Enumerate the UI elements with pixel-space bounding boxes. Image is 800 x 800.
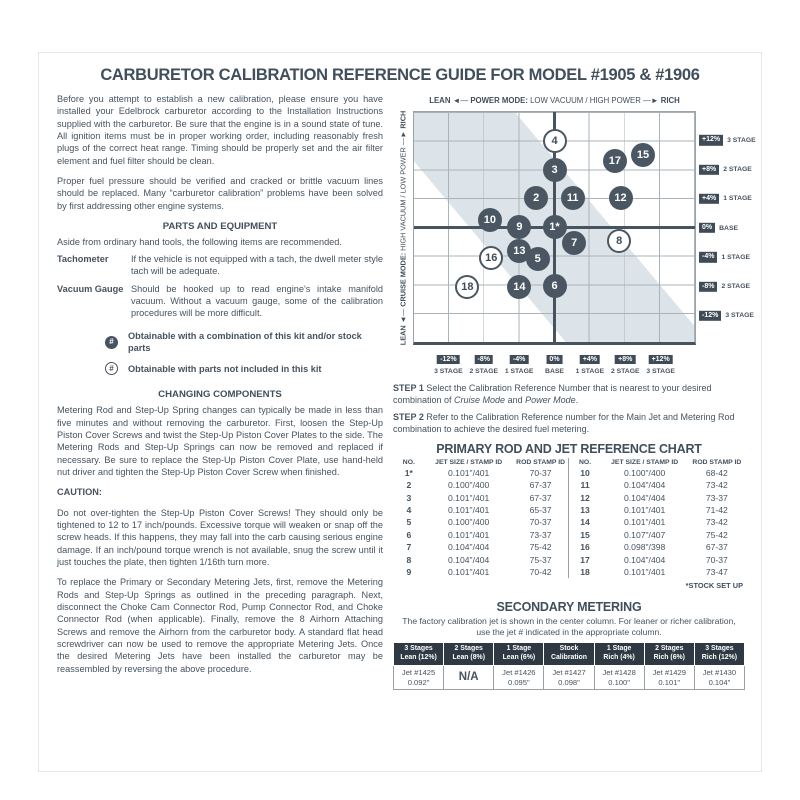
secondary-header-cell bbox=[494, 643, 544, 665]
chart-point-18: 18 bbox=[455, 275, 479, 299]
term-label: Vacuum Gauge bbox=[57, 283, 124, 294]
chart-point-5: 5 bbox=[526, 247, 550, 271]
y-tick-badge: +8% bbox=[699, 164, 719, 174]
x-tick-stage: 3 STAGE bbox=[646, 368, 675, 375]
chart-point-12: 12 bbox=[609, 186, 633, 210]
step-2: STEP 2 Refer to the Calibration Reference number for the Main Jet and Metering Rod combination to achieve the desired fuel metering. bbox=[393, 412, 735, 435]
jet-size: 0.104" bbox=[708, 677, 731, 687]
primary-cell: 68-42 bbox=[705, 467, 728, 478]
primary-cell: 0.101"/401 bbox=[448, 492, 490, 503]
secondary-value-cell bbox=[594, 665, 644, 690]
filled-hash-icon: # bbox=[105, 336, 118, 349]
primary-cell: 0.104"/404 bbox=[448, 542, 490, 553]
power-mode-axis-label bbox=[413, 95, 696, 111]
x-tick--4% bbox=[505, 348, 534, 375]
document-page bbox=[38, 52, 762, 772]
col-rod: ROD STAMP ID bbox=[692, 458, 742, 466]
x-tick--12% bbox=[434, 348, 463, 375]
legend-row-not-included bbox=[105, 362, 383, 375]
secondary-metering-table bbox=[393, 642, 745, 690]
up-arrow-icon: —► bbox=[398, 130, 408, 146]
y-tick-+8% bbox=[699, 164, 752, 174]
cruise-mode-axis bbox=[393, 111, 413, 345]
changing-paragraph-1: Metering Rod and Step-Up Spring changes can typically be made in less than five minutes and without removing the carburetor. First, loosen the Step-Up Piston Cover Screws and twist the Step-Up Piston Cover Plates to the side. The Metering Rods and Step-Up Springs can now be removed and replaced if necessary. Be sure to replace the Step-Up Piston Cover Plate, use hand-held nut driver and tighten the Step-Up Piston Cover Screw when finished. bbox=[57, 405, 383, 477]
jet-size: 0.095" bbox=[508, 677, 530, 687]
col-no: NO. bbox=[569, 458, 601, 467]
chart-point-11: 11 bbox=[561, 186, 585, 210]
kit-legend bbox=[57, 330, 383, 376]
header-line2: Rich (6%) bbox=[653, 654, 685, 662]
primary-cell: 75-42 bbox=[529, 542, 552, 553]
secondary-value-cell bbox=[494, 665, 544, 690]
chart-point-7: 7 bbox=[562, 231, 586, 255]
secondary-header-row bbox=[394, 643, 745, 665]
jet-size: 0.098" bbox=[558, 677, 580, 687]
term-desc: Should be hooked up to read engine's intake manifold vacuum. Without a vacuum gauge, some of the calibration procedures will be more difficult. bbox=[131, 283, 383, 319]
primary-cell: 1* bbox=[404, 467, 413, 478]
left-arrow-icon: ◄— bbox=[452, 96, 469, 105]
primary-cell: 70-37 bbox=[529, 517, 552, 528]
x-tick-0% bbox=[545, 348, 564, 375]
steps-block bbox=[393, 383, 745, 436]
y-tick-+4% bbox=[699, 194, 752, 204]
step-1: STEP 1 Select the Calibration Reference Number that is nearest to your desired combination of Cruise Mode and Power Mode. bbox=[393, 383, 712, 405]
x-tick-badge: +4% bbox=[580, 355, 600, 364]
step-2-label: STEP 2 bbox=[393, 412, 424, 423]
y-tick-badge: 0% bbox=[699, 223, 715, 233]
primary-cell: 11 bbox=[569, 479, 601, 491]
primary-chart-heading: PRIMARY ROD AND JET REFERENCE CHART bbox=[436, 441, 702, 456]
y-tick-badge: -4% bbox=[699, 252, 717, 262]
outline-hash-icon: # bbox=[105, 362, 118, 375]
secondary-value-cell bbox=[544, 665, 594, 690]
secondary-value-cell: N/A bbox=[444, 665, 494, 690]
col-jet: JET SIZE / STAMP ID bbox=[611, 458, 679, 466]
header-line2: Lean (6%) bbox=[502, 654, 536, 662]
primary-cell: 0.101"/401 bbox=[624, 505, 666, 516]
jet-number: Jet #1426 bbox=[502, 667, 536, 677]
primary-cell: 14 bbox=[569, 516, 601, 528]
primary-header-row bbox=[393, 458, 745, 467]
chart-point-1: 1* bbox=[543, 215, 567, 239]
axis-rich-label: RICH bbox=[398, 110, 408, 129]
x-tick-stage: 3 STAGE bbox=[434, 368, 463, 375]
y-tick-+12% bbox=[699, 135, 756, 145]
secondary-intro: The factory calibration jet is shown in the center column. For leaner or richer calibration, use the jet # indicated in the appropriate column. bbox=[402, 616, 736, 638]
jet-number: Jet #1427 bbox=[552, 667, 586, 677]
x-tick-badge: +8% bbox=[615, 355, 635, 364]
primary-cell: 3 bbox=[406, 492, 412, 503]
primary-cell: 0.104"/404 bbox=[624, 480, 666, 491]
header-line2: Rich (12%) bbox=[701, 654, 738, 662]
primary-cell: 0.104"/404 bbox=[624, 492, 666, 503]
left-column bbox=[57, 93, 383, 690]
primary-cell: 9 bbox=[406, 566, 412, 577]
changing-components-heading: CHANGING COMPONENTS bbox=[158, 389, 282, 401]
axis-lean-label: LEAN bbox=[429, 96, 451, 105]
jet-number: Jet #1425 bbox=[401, 667, 436, 677]
primary-cell: 13 bbox=[569, 504, 601, 516]
primary-cell: 0.104"/404 bbox=[448, 554, 490, 565]
x-tick-+12% bbox=[646, 348, 675, 375]
y-tick-stage: 2 STAGE bbox=[721, 282, 751, 290]
x-tick-stage: 1 STAGE bbox=[504, 368, 534, 375]
chart-point-3: 3 bbox=[543, 158, 567, 182]
x-tick-stage: 2 STAGE bbox=[469, 368, 499, 375]
primary-cell: 65-37 bbox=[529, 505, 552, 516]
y-tick--8% bbox=[699, 281, 750, 291]
secondary-metering-heading: SECONDARY METERING bbox=[496, 600, 642, 615]
y-tick--4% bbox=[699, 252, 750, 262]
intro-paragraph-1: Before you attempt to establish a new calibration, please ensure you have installed your Edelbrock carburetor according to the Installation Instructions supplied with the carburetor. Be sure that the engine is in a sound state of tune. All ignition items must be in proper working order, including reasonably fresh plugs of the correct heat range. Timing should be properly set and the air filter element and fuel filter should be clean. bbox=[57, 94, 383, 166]
primary-cell: 10 bbox=[569, 467, 601, 479]
primary-table-row bbox=[393, 553, 745, 565]
primary-cell: 73-42 bbox=[705, 517, 728, 528]
chart-point-16: 16 bbox=[479, 246, 503, 270]
term-label: Tachometer bbox=[57, 254, 109, 265]
x-axis-ticks bbox=[413, 345, 696, 375]
secondary-value-cell bbox=[644, 665, 694, 690]
secondary-header-cell bbox=[594, 643, 644, 665]
primary-table-row bbox=[393, 566, 745, 578]
primary-table-row bbox=[393, 492, 745, 504]
x-tick-badge: 0% bbox=[546, 355, 562, 364]
header-line2: Rich (4%) bbox=[603, 654, 635, 662]
col-rod: ROD STAMP ID bbox=[516, 458, 565, 466]
y-tick--12% bbox=[699, 311, 754, 321]
primary-cell: 70-37 bbox=[705, 554, 728, 565]
primary-cell: 17 bbox=[569, 553, 601, 565]
header-line1: 1 Stage bbox=[506, 645, 532, 653]
primary-cell: 71-42 bbox=[705, 505, 728, 516]
calibration-chart bbox=[393, 95, 756, 375]
y-tick-stage: 2 STAGE bbox=[723, 165, 752, 173]
y-tick-badge: +4% bbox=[699, 194, 719, 204]
primary-cell: 67-37 bbox=[529, 480, 552, 491]
primary-table-body bbox=[393, 467, 745, 578]
header-line1: 2 Stages bbox=[454, 645, 483, 653]
header-line1: 3 Stages bbox=[404, 645, 433, 653]
legend-row-kit-parts bbox=[105, 330, 383, 355]
legend-label: Obtainable with a combination of this kit and/or stock parts bbox=[128, 330, 362, 354]
secondary-value-row bbox=[394, 665, 745, 690]
chart-point-17: 17 bbox=[603, 149, 627, 173]
secondary-header-cell bbox=[394, 643, 444, 665]
primary-table-row bbox=[393, 516, 745, 528]
secondary-header-cell bbox=[694, 643, 744, 665]
primary-table-row bbox=[393, 504, 745, 516]
primary-cell: 0.100"/400 bbox=[448, 480, 490, 491]
jet-size: 0.092" bbox=[407, 677, 430, 687]
caution-paragraph: Do not over-tighten the Step-Up Piston Cover Screws! They should only be tightened to 12 to 17 inch/pounds. Excessive torque will weaken or snap off the screw heads. If this happens, they may fall into the carb causing serious engine damage. If an inch/pound torque wrench is not available, snug the screw until it just touches the plate, then tighten 1/16th turn more. bbox=[57, 507, 383, 567]
x-tick-badge: +12% bbox=[649, 355, 673, 364]
primary-cell: 75-37 bbox=[529, 554, 552, 565]
primary-cell: 2 bbox=[406, 480, 412, 491]
header-line1: 3 Stages bbox=[705, 645, 734, 653]
primary-cell: 0.100"/400 bbox=[624, 467, 666, 478]
axis-mode-label: CRUISE MODE: bbox=[398, 252, 408, 307]
x-tick-badge: -4% bbox=[510, 355, 528, 364]
x-tick--8% bbox=[469, 348, 498, 375]
term-desc: If the vehicle is not equipped with a tach, the dwell meter style tach will be adequate. bbox=[131, 254, 383, 277]
jet-number: Jet #1430 bbox=[702, 667, 737, 677]
parts-lead: Aside from ordinary hand tools, the following items are recommended. bbox=[57, 236, 342, 247]
primary-cell: 4 bbox=[406, 505, 412, 516]
header-line2: Calibration bbox=[550, 654, 587, 662]
primary-cell: 0.101"/401 bbox=[624, 517, 666, 528]
col-jet: JET SIZE / STAMP ID bbox=[435, 458, 503, 466]
primary-rod-jet-table bbox=[393, 458, 745, 578]
secondary-header-cell bbox=[644, 643, 694, 665]
primary-cell: 6 bbox=[406, 529, 412, 540]
primary-cell: 67-37 bbox=[705, 542, 728, 553]
primary-cell: 0.101"/401 bbox=[448, 467, 490, 478]
y-tick-stage: 3 STAGE bbox=[727, 136, 756, 144]
secondary-header-cell bbox=[544, 643, 594, 665]
stock-setup-footnote: *STOCK SET UP bbox=[685, 581, 743, 591]
header-line2: Lean (8%) bbox=[452, 654, 485, 662]
primary-cell: 70-37 bbox=[529, 467, 552, 478]
primary-cell: 0.107"/407 bbox=[624, 529, 666, 540]
step-1-label: STEP 1 bbox=[393, 383, 424, 393]
right-arrow-icon: —► bbox=[643, 96, 659, 105]
cruise-mode-axis-label bbox=[399, 111, 408, 346]
two-column-layout bbox=[39, 91, 761, 690]
chart-point-4: 4 bbox=[543, 129, 567, 153]
primary-cell: 73-47 bbox=[705, 566, 728, 577]
x-tick-stage: 1 STAGE bbox=[575, 368, 605, 375]
secondary-value-cell bbox=[694, 665, 744, 690]
cruise-mode-italic: Cruise Mode bbox=[454, 394, 506, 405]
primary-cell: 12 bbox=[569, 492, 601, 504]
primary-cell: 0.098"/398 bbox=[624, 542, 666, 553]
y-tick-0% bbox=[699, 223, 738, 233]
secondary-value-cell bbox=[394, 665, 444, 690]
chart-point-13: 13 bbox=[507, 239, 531, 263]
jet-number: Jet #1428 bbox=[602, 667, 636, 677]
jet-size: 0.100" bbox=[608, 677, 630, 687]
intro-paragraph-2: Proper fuel pressure should be verified and cracked or brittle vacuum lines should be replaced. Many “carburetor calibration” problems have been solved by first addressing other engine systems. bbox=[57, 175, 383, 211]
header-line1: 1 Stage bbox=[606, 645, 632, 653]
x-tick-+8% bbox=[611, 348, 640, 375]
chart-point-9: 9 bbox=[507, 215, 531, 239]
primary-cell: 70-42 bbox=[529, 566, 552, 577]
primary-cell: 0.104"/404 bbox=[624, 554, 666, 565]
header-line2: Lean (12%) bbox=[400, 654, 437, 662]
chart-point-15: 15 bbox=[631, 143, 655, 167]
parts-equipment-heading: PARTS AND EQUIPMENT bbox=[162, 220, 278, 232]
primary-cell: 16 bbox=[569, 541, 601, 553]
y-tick-stage: BASE bbox=[719, 224, 739, 232]
y-tick-badge: -12% bbox=[699, 311, 721, 321]
primary-table-row bbox=[393, 479, 745, 491]
x-tick-stage: BASE bbox=[545, 368, 564, 375]
down-arrow-icon: ◄— bbox=[398, 308, 408, 324]
primary-cell: 18 bbox=[569, 566, 601, 578]
primary-cell: 8 bbox=[406, 554, 412, 565]
axis-rich-label: RICH bbox=[660, 96, 680, 105]
primary-table-row bbox=[393, 541, 745, 553]
chart-point-8: 8 bbox=[607, 229, 631, 253]
primary-cell: 73-37 bbox=[705, 492, 728, 503]
right-column bbox=[393, 95, 756, 690]
primary-cell: 0.101"/401 bbox=[448, 566, 490, 577]
axis-mode-label: POWER MODE: bbox=[470, 96, 528, 105]
axis-mode-rest: LOW VACUUM / HIGH POWER bbox=[527, 96, 641, 105]
y-tick-stage: 3 STAGE bbox=[725, 312, 754, 320]
primary-table-row bbox=[393, 529, 745, 541]
secondary-header-cell bbox=[444, 643, 494, 665]
x-tick-stage: 2 STAGE bbox=[610, 368, 640, 375]
changing-paragraph-2: To replace the Primary or Secondary Metering Jets, first, remove the Metering Rods and Step-Up Springs as outlined in the preceding paragraph. Next, disconnect the Choke Cam Connector Rod, Pump Connector Rod, and Choke Connector Rod (when applicable). Finally, remove the 8 Airhorn Attaching Screws and remove the Airhorn from the carburetor body. A standard flat head screwdriver can now be used to remove the appropriate Metering Jets. Once the desired Metering Jets have been installed the carburetor may be reassembled by reversing the above procedure. bbox=[57, 577, 383, 674]
primary-cell: 0.101"/401 bbox=[448, 505, 490, 516]
y-axis-ticks bbox=[696, 111, 756, 345]
primary-cell: 0.100"/400 bbox=[448, 517, 490, 528]
primary-table-row bbox=[393, 467, 745, 479]
chart-point-6: 6 bbox=[543, 274, 567, 298]
y-tick-stage: 1 STAGE bbox=[723, 195, 752, 203]
header-line1: 2 Stages bbox=[655, 645, 684, 653]
primary-cell: 7 bbox=[406, 542, 412, 553]
jet-number: Jet #1429 bbox=[652, 667, 686, 677]
page-title: CARBURETOR CALIBRATION REFERENCE GUIDE FOR MODEL #1905 & #1906 bbox=[100, 66, 700, 84]
primary-cell: 15 bbox=[569, 529, 601, 541]
plot-area bbox=[413, 111, 696, 345]
primary-cell: 5 bbox=[406, 517, 412, 528]
x-tick-badge: -12% bbox=[437, 355, 459, 364]
primary-cell: 73-42 bbox=[705, 480, 728, 491]
axis-mode-rest: HIGH VACUUM / LOW POWER bbox=[398, 147, 408, 253]
primary-cell: 73-37 bbox=[529, 529, 552, 540]
term-row-tachometer bbox=[57, 253, 383, 278]
y-tick-badge: +12% bbox=[699, 135, 723, 145]
caution-label: CAUTION: bbox=[57, 487, 102, 498]
header-line1: Stock bbox=[559, 645, 579, 653]
jet-size: 0.101" bbox=[658, 677, 681, 687]
chart-point-14: 14 bbox=[507, 275, 531, 299]
x-tick-+4% bbox=[576, 348, 605, 375]
power-mode-italic: Power Mode bbox=[525, 394, 576, 405]
x-tick-badge: -8% bbox=[475, 355, 493, 364]
axis-lean-label: LEAN bbox=[398, 325, 408, 346]
term-row-vacuum-gauge bbox=[57, 283, 383, 320]
primary-cell: 67-37 bbox=[529, 492, 552, 503]
primary-cell: 75-42 bbox=[705, 529, 728, 540]
y-tick-badge: -8% bbox=[699, 281, 717, 291]
chart-point-2: 2 bbox=[524, 186, 548, 210]
col-no: NO. bbox=[402, 458, 415, 466]
primary-cell: 0.101"/401 bbox=[448, 529, 490, 540]
y-tick-stage: 1 STAGE bbox=[721, 253, 751, 261]
legend-label: Obtainable with parts not included in this kit bbox=[128, 363, 322, 374]
primary-cell: 0.101"/401 bbox=[624, 566, 666, 577]
chart-point-10: 10 bbox=[478, 208, 502, 232]
